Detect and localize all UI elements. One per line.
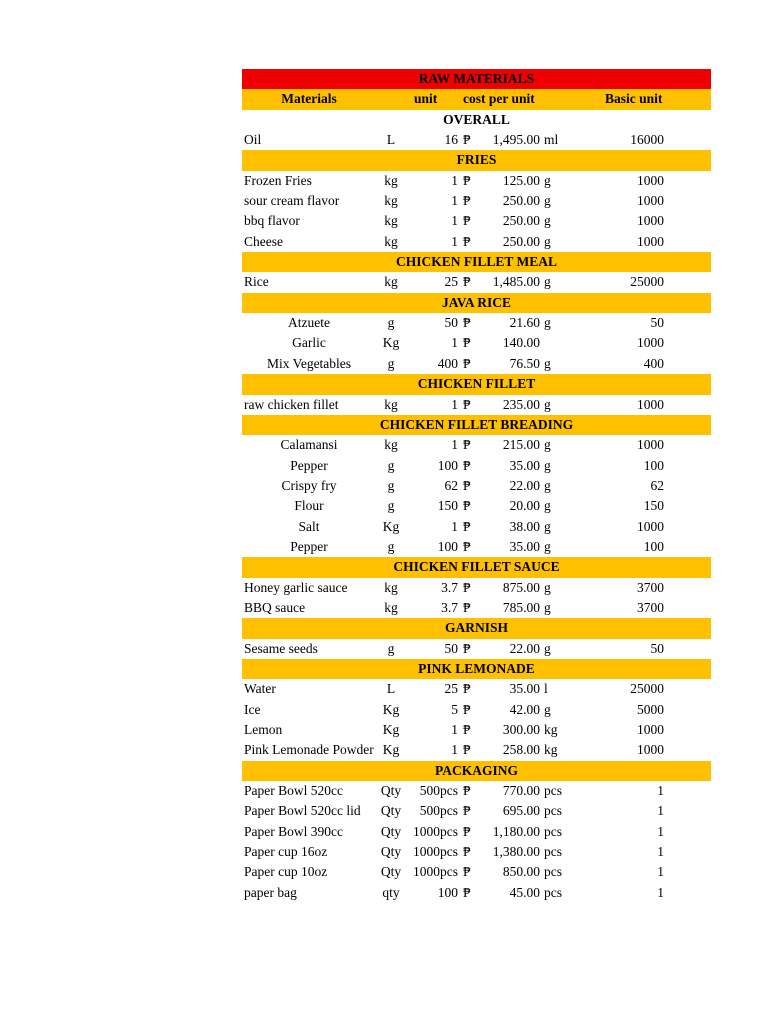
quantity-cell: 1 [451, 172, 458, 188]
material-row [242, 496, 711, 516]
basic-unit-cell: g [544, 457, 551, 473]
unit-cell: kg [384, 396, 398, 412]
section-title: PACKAGING [435, 762, 518, 778]
section-header-row [242, 618, 711, 638]
basic-unit-cell: pcs [544, 844, 562, 860]
currency-symbol: ₱ [463, 315, 471, 331]
unit-cell: Qty [380, 844, 402, 860]
section-header-row [242, 293, 711, 313]
basic-amount-cell: 100 [643, 457, 664, 473]
material-row [242, 435, 711, 455]
material-row [242, 211, 711, 231]
material-name: Garlic [292, 335, 326, 351]
header-materials: Materials [281, 91, 337, 107]
material-name: Oil [244, 132, 262, 148]
cost-cell: 35.00 [509, 538, 540, 554]
material-row [242, 130, 711, 150]
basic-unit-cell: g [544, 213, 551, 229]
cost-cell: 35.00 [509, 457, 540, 473]
unit-cell: g [387, 640, 395, 656]
basic-amount-cell: 150 [643, 498, 664, 514]
basic-unit-cell: ml [544, 132, 559, 148]
material-row [242, 517, 711, 537]
unit-cell: g [387, 538, 395, 554]
section-header-row [242, 150, 711, 170]
section-title: CHICKEN FILLET SAUCE [393, 559, 560, 575]
cost-cell: 235.00 [502, 396, 540, 412]
material-row [242, 598, 711, 618]
material-name: sour cream flavor [244, 193, 340, 209]
unit-cell: kg [384, 193, 398, 209]
currency-symbol: ₱ [463, 233, 471, 249]
unit-cell: g [387, 457, 395, 473]
currency-symbol: ₱ [463, 742, 471, 758]
material-row [242, 801, 711, 821]
section-title: FRIES [456, 152, 497, 168]
unit-cell: kg [384, 172, 398, 188]
quantity-cell: 150 [437, 498, 458, 514]
material-name: Water [244, 681, 276, 697]
sections-container [242, 110, 711, 903]
material-name: Honey garlic sauce [244, 579, 348, 595]
currency-symbol: ₱ [463, 864, 471, 880]
currency-symbol: ₱ [463, 437, 471, 453]
material-name: Flour [294, 498, 324, 514]
basic-amount-cell: 1000 [637, 335, 664, 351]
currency-symbol: ₱ [463, 213, 471, 229]
material-name: raw chicken fillet [244, 396, 339, 412]
basic-amount-cell: 5000 [637, 701, 664, 717]
currency-symbol: ₱ [463, 844, 471, 860]
quantity-cell: 1 [451, 233, 458, 249]
basic-amount-cell: 3700 [637, 599, 664, 615]
header-unit: unit [414, 91, 438, 107]
material-name: Pepper [290, 538, 328, 554]
basic-unit-cell: g [544, 701, 551, 717]
basic-amount-cell: 400 [643, 355, 664, 371]
material-row [242, 232, 711, 252]
basic-unit-cell: g [544, 315, 551, 331]
unit-cell: g [387, 498, 395, 514]
quantity-cell: 25 [444, 274, 458, 290]
quantity-cell: 1000pcs [413, 864, 458, 880]
unit-cell: Qty [380, 864, 402, 880]
cost-cell: 42.00 [509, 701, 540, 717]
header-basic-unit: Basic unit [605, 91, 663, 107]
cost-cell: 850.00 [502, 864, 540, 880]
basic-unit-cell: g [544, 538, 551, 554]
material-name: Atzuete [288, 315, 330, 331]
section-header-row [242, 659, 711, 679]
basic-amount-cell: 1000 [637, 233, 664, 249]
raw-materials-sheet [242, 69, 711, 903]
material-row [242, 781, 711, 801]
material-row [242, 395, 711, 415]
cost-cell: 22.00 [509, 477, 540, 493]
unit-cell: kg [384, 579, 398, 595]
cost-cell: 1,485.00 [492, 274, 540, 290]
currency-symbol: ₱ [463, 722, 471, 737]
basic-amount-cell: 16000 [630, 132, 664, 148]
basic-amount-cell: 1 [657, 803, 664, 819]
section-title: GARNISH [444, 620, 508, 636]
cost-cell: 76.50 [509, 355, 540, 371]
currency-symbol: ₱ [463, 355, 471, 371]
currency-symbol: ₱ [463, 498, 471, 514]
cost-cell: 1,180.00 [492, 823, 540, 839]
quantity-cell: 3.7 [441, 579, 458, 595]
basic-amount-cell: 1000 [637, 518, 664, 534]
currency-symbol: ₱ [463, 477, 471, 493]
basic-amount-cell: 1 [657, 844, 664, 860]
material-name: Ice [244, 701, 261, 717]
header-cost-per-unit: cost per unit [463, 91, 535, 107]
section-header-row [242, 374, 711, 394]
material-name: BBQ sauce [244, 599, 306, 615]
basic-unit-cell: kg [544, 742, 558, 758]
unit-cell: kg [384, 233, 398, 249]
basic-unit-cell: pcs [544, 783, 562, 799]
currency-symbol: ₱ [463, 803, 471, 819]
currency-symbol: ₱ [463, 640, 471, 656]
currency-symbol: ₱ [463, 457, 471, 473]
currency-symbol: ₱ [463, 884, 471, 900]
basic-amount-cell: 50 [650, 640, 664, 656]
material-row [242, 171, 711, 191]
unit-cell: Kg [382, 742, 400, 758]
material-row [242, 700, 711, 720]
basic-amount-cell: 1 [657, 864, 664, 880]
cost-cell: 770.00 [502, 783, 540, 799]
basic-amount-cell: 25000 [630, 681, 664, 697]
section-title: CHICKEN FILLET BREADING [379, 416, 574, 432]
section-header-row [242, 761, 711, 781]
quantity-cell: 1000pcs [413, 823, 458, 839]
basic-unit-cell: g [544, 274, 551, 290]
cost-cell: 21.60 [509, 315, 540, 331]
column-header-row [242, 89, 711, 109]
quantity-cell: 50 [444, 315, 458, 331]
unit-cell: L [386, 681, 396, 697]
basic-unit-cell: g [544, 193, 551, 209]
basic-amount-cell: 1000 [637, 437, 664, 453]
quantity-cell: 1 [451, 193, 458, 209]
currency-symbol: ₱ [463, 599, 471, 615]
quantity-cell: 1000pcs [413, 844, 458, 860]
section-header-row [242, 252, 711, 272]
material-row [242, 272, 711, 292]
quantity-cell: 1 [451, 437, 458, 453]
material-name: Paper Bowl 390cc [244, 823, 343, 839]
currency-symbol: ₱ [463, 335, 471, 351]
unit-cell: kg [384, 437, 398, 453]
material-row [242, 720, 711, 740]
material-name: Pink Lemonade Powder [244, 742, 374, 758]
unit-cell: Kg [382, 722, 400, 737]
section-title: CHICKEN FILLET MEAL [395, 254, 558, 270]
section-header-row [242, 557, 711, 577]
quantity-cell: 62 [444, 477, 458, 493]
basic-unit-cell: g [544, 579, 551, 595]
basic-unit-cell: g [544, 233, 551, 249]
material-row [242, 456, 711, 476]
cost-cell: 258.00 [502, 742, 540, 758]
unit-cell: L [386, 132, 396, 148]
basic-unit-cell: g [544, 477, 551, 493]
quantity-cell: 1 [451, 213, 458, 229]
cost-cell: 695.00 [502, 803, 540, 819]
basic-amount-cell: 100 [643, 538, 664, 554]
currency-symbol: ₱ [463, 783, 471, 799]
quantity-cell: 50 [444, 640, 458, 656]
cost-cell: 35.00 [509, 681, 540, 697]
basic-amount-cell: 1 [657, 783, 664, 799]
material-name: Pepper [290, 457, 328, 473]
unit-cell: Kg [382, 335, 400, 351]
basic-unit-cell: pcs [544, 864, 562, 880]
currency-symbol: ₱ [463, 193, 471, 209]
quantity-cell: 3.7 [441, 599, 458, 615]
unit-cell: Kg [382, 701, 400, 717]
basic-amount-cell: 1000 [637, 213, 664, 229]
cost-cell: 875.00 [502, 579, 540, 595]
basic-unit-cell: g [544, 599, 551, 615]
quantity-cell: 100 [437, 538, 458, 554]
basic-amount-cell: 1000 [637, 742, 664, 758]
quantity-cell: 1 [451, 396, 458, 412]
basic-amount-cell: 1 [657, 823, 664, 839]
basic-amount-cell: 1000 [637, 193, 664, 209]
cost-cell: 38.00 [509, 518, 540, 534]
cost-cell: 140.00 [502, 335, 540, 351]
material-row [242, 842, 711, 862]
basic-unit-cell: l [544, 681, 548, 697]
basic-unit-cell: g [544, 396, 551, 412]
material-row [242, 883, 711, 903]
material-row [242, 354, 711, 374]
basic-amount-cell: 1 [657, 884, 664, 900]
unit-cell: Qty [380, 783, 402, 799]
currency-symbol: ₱ [463, 823, 471, 839]
basic-amount-cell: 50 [650, 315, 664, 331]
currency-symbol: ₱ [463, 396, 471, 412]
basic-unit-cell: g [544, 498, 551, 514]
material-row [242, 822, 711, 842]
material-row [242, 578, 711, 598]
basic-unit-cell: pcs [544, 803, 562, 819]
cost-cell: 250.00 [502, 193, 540, 209]
section-title: OVERALL [443, 111, 510, 127]
material-name: Salt [298, 518, 320, 534]
quantity-cell: 1 [451, 742, 458, 758]
section-title: PINK LEMONADE [418, 660, 535, 676]
unit-cell: g [387, 477, 395, 493]
quantity-cell: 500pcs [419, 783, 458, 799]
basic-amount-cell: 3700 [637, 579, 664, 595]
material-row [242, 333, 711, 353]
quantity-cell: 1 [451, 518, 458, 534]
material-row [242, 639, 711, 659]
material-name: Paper Bowl 520cc lid [244, 803, 361, 819]
basic-unit-cell: pcs [544, 884, 562, 900]
material-row [242, 537, 711, 557]
basic-unit-cell: g [544, 172, 551, 188]
section-title: JAVA RICE [442, 294, 511, 310]
basic-unit-cell: g [544, 437, 551, 453]
unit-cell: kg [384, 274, 398, 290]
material-name: paper bag [244, 884, 297, 900]
unit-cell: g [387, 315, 395, 331]
material-name: Lemon [244, 722, 283, 737]
section-title: CHICKEN FILLET [417, 376, 536, 392]
material-name: Cheese [244, 233, 283, 249]
unit-cell: Qty [380, 823, 402, 839]
material-name: Frozen Fries [244, 172, 312, 188]
currency-symbol: ₱ [463, 701, 471, 717]
unit-cell: qty [382, 884, 400, 900]
quantity-cell: 100 [437, 457, 458, 473]
currency-symbol: ₱ [463, 132, 471, 148]
material-name: Mix Vegetables [266, 355, 352, 371]
cost-cell: 20.00 [509, 498, 540, 514]
unit-cell: Kg [382, 518, 400, 534]
cost-cell: 785.00 [502, 599, 540, 615]
basic-amount-cell: 25000 [630, 274, 664, 290]
material-row [242, 679, 711, 699]
section-header-row [242, 415, 711, 435]
currency-symbol: ₱ [463, 518, 471, 534]
currency-symbol: ₱ [463, 172, 471, 188]
cost-cell: 1,495.00 [492, 132, 540, 148]
cost-cell: 1,380.00 [492, 844, 540, 860]
material-row [242, 313, 711, 333]
basic-unit-cell: g [544, 355, 551, 371]
cost-cell: 250.00 [502, 233, 540, 249]
unit-cell: kg [384, 213, 398, 229]
basic-amount-cell: 62 [650, 477, 664, 493]
basic-unit-cell: g [544, 518, 551, 534]
basic-amount-cell: 1000 [637, 172, 664, 188]
basic-unit-cell: pcs [544, 823, 562, 839]
basic-unit-cell: g [544, 640, 551, 656]
currency-symbol: ₱ [463, 681, 471, 697]
material-row [242, 862, 711, 882]
material-name: Calamansi [280, 437, 338, 453]
basic-amount-cell: 1000 [637, 396, 664, 412]
material-name: Crispy fry [281, 477, 337, 493]
unit-cell: g [387, 355, 395, 371]
quantity-cell: 400 [437, 355, 458, 371]
material-name: Paper Bowl 520cc [244, 783, 343, 799]
currency-symbol: ₱ [463, 538, 471, 554]
sheet-title: RAW MATERIALS [418, 71, 535, 86]
material-name: Paper cup 10oz [244, 864, 328, 880]
material-name: Sesame seeds [244, 640, 318, 656]
section-header-row [242, 110, 711, 130]
cost-cell: 22.00 [509, 640, 540, 656]
quantity-cell: 25 [444, 681, 458, 697]
quantity-cell: 500pcs [419, 803, 458, 819]
material-row [242, 740, 711, 760]
cost-cell: 45.00 [509, 884, 540, 900]
cost-cell: 250.00 [502, 213, 540, 229]
currency-symbol: ₱ [463, 274, 471, 290]
unit-cell: Qty [380, 803, 402, 819]
material-row [242, 191, 711, 211]
material-name: bbq flavor [244, 213, 300, 229]
cost-cell: 215.00 [502, 437, 540, 453]
material-name: Rice [244, 274, 269, 290]
cost-cell: 125.00 [502, 172, 540, 188]
quantity-cell: 16 [444, 132, 458, 148]
quantity-cell: 5 [451, 701, 458, 717]
material-name: Paper cup 16oz [244, 844, 328, 860]
quantity-cell: 100 [437, 884, 458, 900]
currency-symbol: ₱ [463, 579, 471, 595]
unit-cell: kg [384, 599, 398, 615]
quantity-cell: 1 [451, 722, 458, 737]
quantity-cell: 1 [451, 335, 458, 351]
title-row [242, 69, 711, 89]
basic-unit-cell: kg [544, 722, 558, 737]
basic-amount-cell: 1000 [637, 722, 664, 737]
cost-cell: 300.00 [502, 722, 540, 737]
material-row [242, 476, 711, 496]
